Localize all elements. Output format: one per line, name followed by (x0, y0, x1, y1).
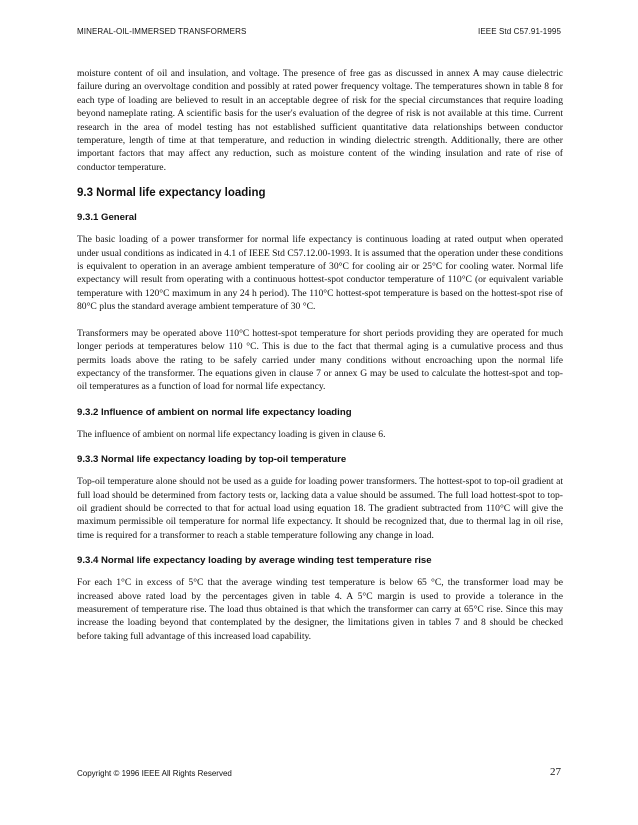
section-heading-9-3-1: 9.3.1 General (77, 212, 137, 224)
page-number: 27 (550, 766, 561, 778)
section-heading-9-3-2: 9.3.2 Influence of ambient on normal life expectancy loading (77, 406, 352, 418)
intro-paragraph: moisture content of oil and insulation, and voltage. The presence of free gas as discussed in annex A may cause dielectric failure during an overvoltage condition and possibly at rated power frequency voltage. The temperatures shown in table 8 for each type of loading are believed to result in an acceptable degree of risk for the special circumstances that require loading beyond nameplate rating. A scientific basis for the user's evaluation of the degree of risk is not available at this time. Current research in the area of model testing has not established sufficient quantitative data relationships between conductor temperature, length of time at that temperature, and reduction in winding dielectric strength. Additionally, there are other important factors that may affect any reduction, such as moisture content of the winding insulation and rate of rise of conductor temperature. (77, 68, 563, 173)
copyright-notice: Copyright © 1996 IEEE All Rights Reserved (77, 769, 232, 778)
paragraph-9-3-1-a: The basic loading of a power transformer for normal life expectancy is continuous loading at rated output when operated under usual conditions as indicated in 4.1 of IEEE Std C57.12.00-1993. It is assumed that the operation under these conditions is equivalent to operation in an average ambient temperature of 30°C for cooling air or 25°C for cooling water. Normal life expectancy will result from operating with a continuous hottest-spot conductor temperature of 110°C (or equivalent variable temperature with 120°C maximum in any 24 h period). The 110°C hottest-spot temperature is based on the hottest-spot rise of 80°C plus the standard average ambient temperature of 30 °C. (77, 234, 563, 313)
paragraph-9-3-2: The influence of ambient on normal life expectancy loading is given in clause 6. (77, 428, 386, 440)
paragraph-9-3-4: For each 1°C in excess of 5°C that the average winding test temperature is below 65 °C, the transformer load may be increased above rated load by the percentages given in table 4. A 5°C margin is used to provide a tolerance in the measurement of temperature rise. The load thus obtained is that which the transformer can carry at 65°C rise. Since this may increase the loading beyond that contemplated by the designer, the limitations given in tables 7 and 8 should be checked before taking full advantage of this increased load capability. (77, 577, 563, 642)
page-body (77, 67, 563, 656)
section-heading-9-3-4: 9.3.4 Normal life expectancy loading by average winding test temperature rise (77, 555, 432, 567)
section-heading-9-3: 9.3 Normal life expectancy loading (77, 187, 266, 200)
paragraph-9-3-3: Top-oil temperature alone should not be used as a guide for loading power transformers. The hottest-spot to top-oil gradient at full load should be determined from factory tests or, lacking data a value should be assumed. The full load hottest-spot to top-oil gradient should be corrected to that for actual load using equation 18. The gradient subtracted from 110°C will give the maximum permissible oil temperature for normal life expectancy. It should be recognized that, due to thermal lag in oil rise, time is required for a transformer to reach a stable temperature following any change in load. (77, 476, 563, 541)
header-title: MINERAL-OIL-IMMERSED TRANSFORMERS (77, 27, 247, 36)
section-heading-9-3-3: 9.3.3 Normal life expectancy loading by top-oil temperature (77, 454, 347, 466)
paragraph-9-3-1-b: Transformers may be operated above 110°C hottest-spot temperature for short periods providing they are operated for much longer periods at temperatures below 110 °C. This is due to the fact that thermal aging is a cumulative process and thus permits loads above the rating to be safely carried under many conditions without encroaching upon the normal life expectancy of the transformer. The equations given in clause 7 or annex G may be used to calculate the hottest-spot and top-oil temperatures as a function of load for normal life expectancy. (77, 327, 563, 393)
header-standard-id: IEEE Std C57.91-1995 (478, 27, 561, 36)
